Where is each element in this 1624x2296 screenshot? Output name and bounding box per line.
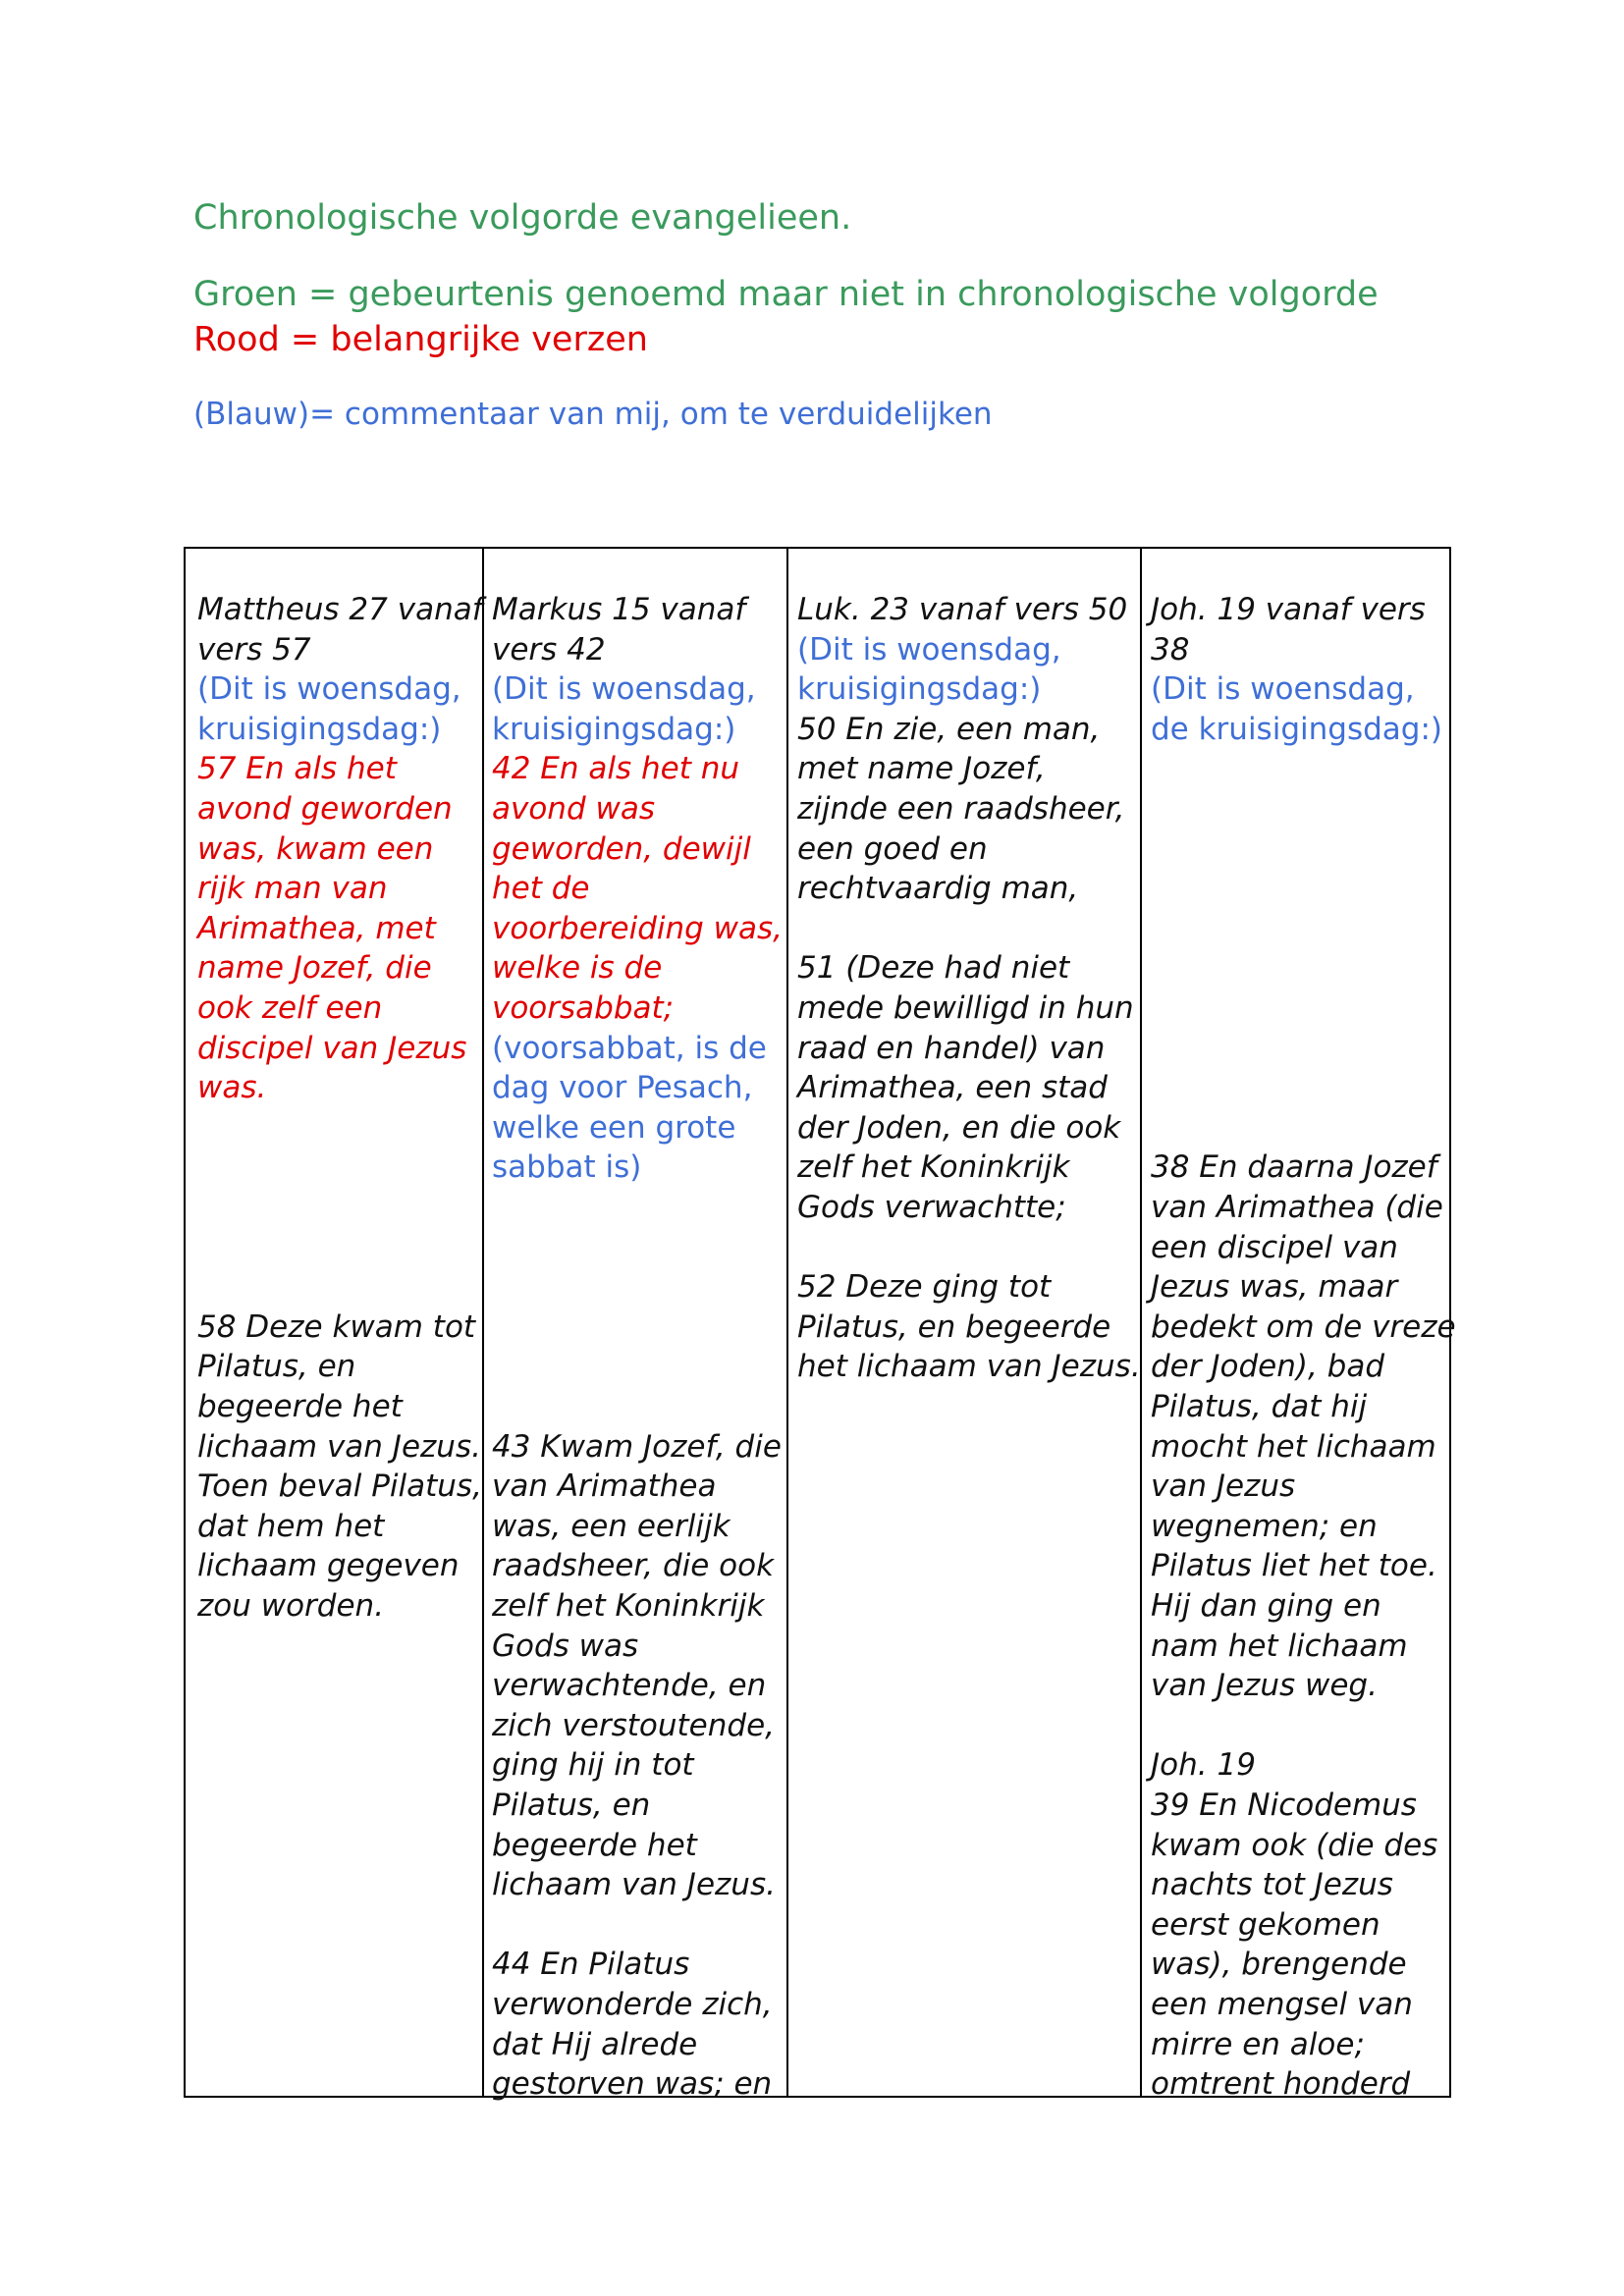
column-divider	[482, 549, 484, 2096]
verse-line: Joh. 19 vanaf vers	[1151, 592, 1426, 627]
verse-line: Pilatus liet het toe.	[1151, 1548, 1437, 1584]
verse-line: 43 Kwam Jozef, die	[492, 1428, 782, 1465]
legend-green: Groen = gebeurtenis genoemd maar niet in chronologische volgorde	[193, 275, 1379, 314]
verse-line: Jezus was, maar	[1151, 1269, 1398, 1306]
verse-line: 50 En zie, een man,	[797, 711, 1101, 747]
verse-line: Markus 15 vanaf	[492, 592, 746, 627]
verse-line: ook zelf een	[197, 990, 383, 1026]
verse-line: was, een eerlijk	[492, 1508, 731, 1544]
verse-line: lichaam gegeven	[197, 1548, 460, 1584]
verse-line: nachts tot Jezus	[1151, 1867, 1393, 1903]
verse-line: zelf het Koninkrijk	[797, 1149, 1070, 1186]
verse-line: avond geworden	[197, 791, 453, 827]
verse-line: Hij dan ging en	[1151, 1588, 1381, 1624]
verse-line: der Joden, en die ook	[797, 1109, 1121, 1146]
verse-line: mede bewilligd in hun	[797, 990, 1134, 1026]
verse-line: (Dit is woensdag,	[197, 671, 461, 708]
page-title: Chronologische volgorde evangelieen.	[193, 198, 852, 238]
verse-line: lichaam van Jezus.	[197, 1428, 481, 1465]
verse-line: een goed en	[797, 830, 988, 867]
verse-line: der Joden), bad	[1151, 1349, 1385, 1385]
column-divider	[786, 549, 788, 2096]
verse-line: het lichaam van Jezus.	[797, 1349, 1141, 1385]
verse-line: rijk man van	[197, 871, 388, 907]
column-divider	[1140, 549, 1142, 2096]
verse-line: raadsheer, die ook	[492, 1548, 775, 1584]
verse-line: 39 En Nicodemus	[1151, 1788, 1417, 1823]
verse-line: Pilatus, en begeerde	[797, 1308, 1111, 1345]
legend-blue: (Blauw)= commentaar van mij, om te verduidelijken	[193, 397, 993, 432]
verse-line: zou worden.	[197, 1588, 385, 1624]
verse-line: eerst gekomen	[1151, 1906, 1380, 1943]
verse-line: zelf het Koninkrijk	[492, 1588, 765, 1624]
verse-line: het de	[492, 871, 590, 907]
verse-line: dag voor Pesach,	[492, 1070, 753, 1106]
verse-line: 57 En als het	[197, 751, 397, 787]
verse-line: begeerde het	[197, 1389, 403, 1424]
verse-line: van Arimathea	[492, 1468, 717, 1505]
verse-line: de kruisigingsdag:)	[1151, 711, 1442, 747]
verse-line: dat Hij alrede	[492, 2026, 698, 2062]
verse-line: nam het lichaam	[1151, 1628, 1408, 1664]
verse-line: discipel van Jezus	[197, 1030, 467, 1066]
verse-line: voorsabbat;	[492, 990, 675, 1026]
verse-line: vers 57	[197, 631, 311, 667]
verse-line: ging hij in tot	[492, 1747, 694, 1784]
verse-line: wegnemen; en	[1151, 1508, 1378, 1544]
verse-line: Pilatus, en	[492, 1788, 651, 1823]
verse-line: Toen beval Pilatus,	[197, 1468, 482, 1505]
verse-line: verwonderde zich,	[492, 1987, 773, 2022]
verse-line: zijnde een raadsheer,	[797, 791, 1125, 827]
verse-line: (voorsabbat, is de	[492, 1030, 767, 1066]
verse-line: zich verstoutende,	[492, 1707, 775, 1743]
verse-line: was), brengende	[1151, 1947, 1407, 1983]
verse-line: bedekt om de vreze	[1151, 1308, 1456, 1345]
verse-line: sabbat is)	[492, 1149, 642, 1186]
verse-line: een discipel van	[1151, 1229, 1398, 1265]
verse-line: Gods verwachtte;	[797, 1190, 1066, 1225]
verse-line: een mengsel van	[1151, 1987, 1413, 2022]
verse-line: Mattheus 27 vanaf	[197, 592, 483, 627]
verse-line: 58 Deze kwam tot	[197, 1308, 476, 1345]
verse-line: 38 En daarna Jozef	[1151, 1149, 1437, 1186]
verse-line: welke is de	[492, 950, 663, 987]
verse-line: Gods was	[492, 1628, 639, 1664]
verse-line: kruisigingsdag:)	[197, 711, 442, 747]
verse-line: (Dit is woensdag,	[492, 671, 756, 708]
verse-line: verwachtende, en	[492, 1668, 767, 1704]
verse-line: kruisigingsdag:)	[797, 671, 1042, 708]
legend-red: Rood = belangrijke verzen	[193, 320, 648, 359]
verse-line: Arimathea, een stad	[797, 1070, 1108, 1106]
verse-line: van Jezus weg.	[1151, 1668, 1378, 1704]
verse-line: was, kwam een	[197, 830, 434, 867]
verse-line: avond was	[492, 791, 655, 827]
verse-line: van Jezus	[1151, 1468, 1296, 1505]
verse-line: welke een grote	[492, 1109, 736, 1146]
verse-line: (Dit is woensdag,	[1151, 671, 1415, 708]
verse-line: Joh. 19	[1151, 1747, 1256, 1784]
verse-line: vers 42	[492, 631, 606, 667]
verse-line: begeerde het	[492, 1827, 697, 1863]
verse-line: met name Jozef,	[797, 751, 1046, 787]
gospel-comparison-table	[184, 547, 1456, 2103]
verse-line: 51 (Deze had niet	[797, 950, 1070, 987]
verse-line: mirre en aloe;	[1151, 2026, 1365, 2062]
verse-line: dat hem het	[197, 1508, 385, 1544]
verse-line: (Dit is woensdag,	[797, 631, 1061, 667]
verse-line: van Arimathea (die	[1151, 1190, 1443, 1225]
verse-line: Pilatus, en	[197, 1349, 356, 1385]
verse-line: 44 En Pilatus	[492, 1947, 690, 1983]
verse-line: Arimathea, met	[197, 910, 436, 946]
verse-line: voorbereiding was,	[492, 910, 784, 946]
verse-line: kwam ook (die des	[1151, 1827, 1438, 1863]
verse-line: rechtvaardig man,	[797, 871, 1079, 907]
verse-line: lichaam van Jezus.	[492, 1867, 776, 1903]
verse-line: Luk. 23 vanaf vers 50	[797, 592, 1128, 627]
verse-line: Pilatus, dat hij	[1151, 1389, 1368, 1424]
verse-line: raad en handel) van	[797, 1030, 1106, 1066]
verse-line: kruisigingsdag:)	[492, 711, 736, 747]
verse-line: 52 Deze ging tot	[797, 1269, 1052, 1306]
verse-line: 38	[1151, 631, 1190, 667]
verse-line: omtrent honderd	[1151, 2066, 1411, 2103]
verse-line: geworden, dewijl	[492, 830, 751, 867]
verse-line: was.	[197, 1070, 267, 1106]
verse-line: gestorven was; en	[492, 2066, 773, 2103]
verse-line: 42 En als het nu	[492, 751, 740, 787]
verse-line: mocht het lichaam	[1151, 1428, 1436, 1465]
verse-line: name Jozef, die	[197, 950, 432, 987]
